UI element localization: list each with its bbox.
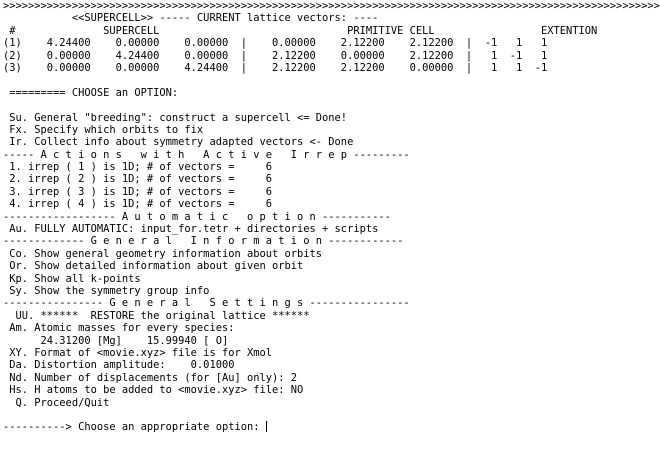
supercell-header: <<SUPERCELL>> ----- CURRENT lattice vectors: ---- <box>3 12 379 25</box>
terminal-window <box>3 0 660 434</box>
option-ir-symmetry-info[interactable]: Ir. Collect info about symmetry adapted vectors <- Done <box>3 136 354 149</box>
actions-section-header: ----- A c t i o n s w i t h A c t i v e I r r e p --------- <box>3 148 410 161</box>
command-prompt[interactable] <box>3 421 548 433</box>
lattice-row-3: (3) 0.00000 0.00000 4.24400 | 2.12200 2.12200 0.00000 | 1 1 -1 <box>3 61 548 74</box>
information-section-header: ------------- G e n e r a l I n f o r m a t i o n ------------ <box>3 235 404 248</box>
atomic-masses-values: 24.31200 [Mg] 15.99940 [ O] <box>3 334 229 347</box>
option-co-geometry-info[interactable]: Co. Show general geometry information about orbits <box>3 247 323 260</box>
option-q-proceed-quit[interactable]: Q. Proceed/Quit <box>3 396 110 409</box>
prompt-text: ----------> Choose an appropriate option: <box>3 421 266 434</box>
blank-line <box>3 74 548 86</box>
option-au-fully-automatic[interactable]: Au. FULLY AUTOMATIC: input_for.tetr + directories + scripts <box>3 223 379 236</box>
lattice-row-2: (2) 0.00000 4.24400 0.00000 | 2.12200 0.00000 2.12200 | 1 -1 1 <box>3 49 548 62</box>
choose-option-header: ========= CHOOSE an OPTION: <box>3 86 179 99</box>
banner-line: >>>>>>>>>>>>>>>>>>>>>>>>>>>>>>>>>>>>>>>>>>>>>>>>>>>>>>>>>>>>>>>>>>>>>>>>>>>>>>>>>>>>>>>>>>>>>>>>>>>>>>>>> <box>3 0 660 12</box>
blank-line <box>3 409 548 421</box>
option-su-breeding[interactable]: Su. General "breeding": construct a supercell <= Done! <box>3 111 348 124</box>
option-or-orbit-info[interactable]: Or. Show detailed information about given orbit <box>3 260 304 273</box>
option-hs-h-atoms[interactable]: Hs. H atoms to be added to <movie.xyz> file: NO <box>3 384 304 397</box>
option-kp-kpoints[interactable]: Kp. Show all k-points <box>3 272 141 285</box>
text-cursor <box>266 421 267 432</box>
settings-section-header: ---------------- G e n e r a l S e t t i n g s ---------------- <box>3 297 410 310</box>
option-da-distortion-amplitude[interactable]: Da. Distortion amplitude: 0.01000 <box>3 359 235 372</box>
option-irrep-4[interactable]: 4. irrep ( 4 ) is 1D; # of vectors = 6 <box>3 198 272 211</box>
option-irrep-3[interactable]: 3. irrep ( 3 ) is 1D; # of vectors = 6 <box>3 185 272 198</box>
option-sy-symmetry-group[interactable]: Sy. Show the symmetry group info <box>3 284 210 297</box>
option-irrep-1[interactable]: 1. irrep ( 1 ) is 1D; # of vectors = 6 <box>3 161 272 174</box>
option-fx-fix-orbits[interactable]: Fx. Specify which orbits to fix <box>3 123 204 136</box>
option-uu-restore-lattice[interactable]: UU. ****** RESTORE the original lattice ****** <box>3 309 310 322</box>
automatic-section-header: ------------------ A u t o m a t i c o p t i o n ----------- <box>3 210 391 223</box>
lattice-table-header: # SUPERCELL PRIMITIVE CELL EXTENTION <box>3 24 598 37</box>
option-nd-displacements[interactable]: Nd. Number of displacements (for [Au] only): 2 <box>3 371 298 384</box>
option-xy-movie-format[interactable]: XY. Format of <movie.xyz> file is for Xmol <box>3 346 272 359</box>
option-irrep-2[interactable]: 2. irrep ( 2 ) is 1D; # of vectors = 6 <box>3 173 272 186</box>
blank-line <box>3 99 548 111</box>
lattice-row-1: (1) 4.24400 0.00000 0.00000 | 0.00000 2.12200 2.12200 | -1 1 1 <box>3 37 548 50</box>
option-am-atomic-masses[interactable]: Am. Atomic masses for every species: <box>3 322 235 335</box>
